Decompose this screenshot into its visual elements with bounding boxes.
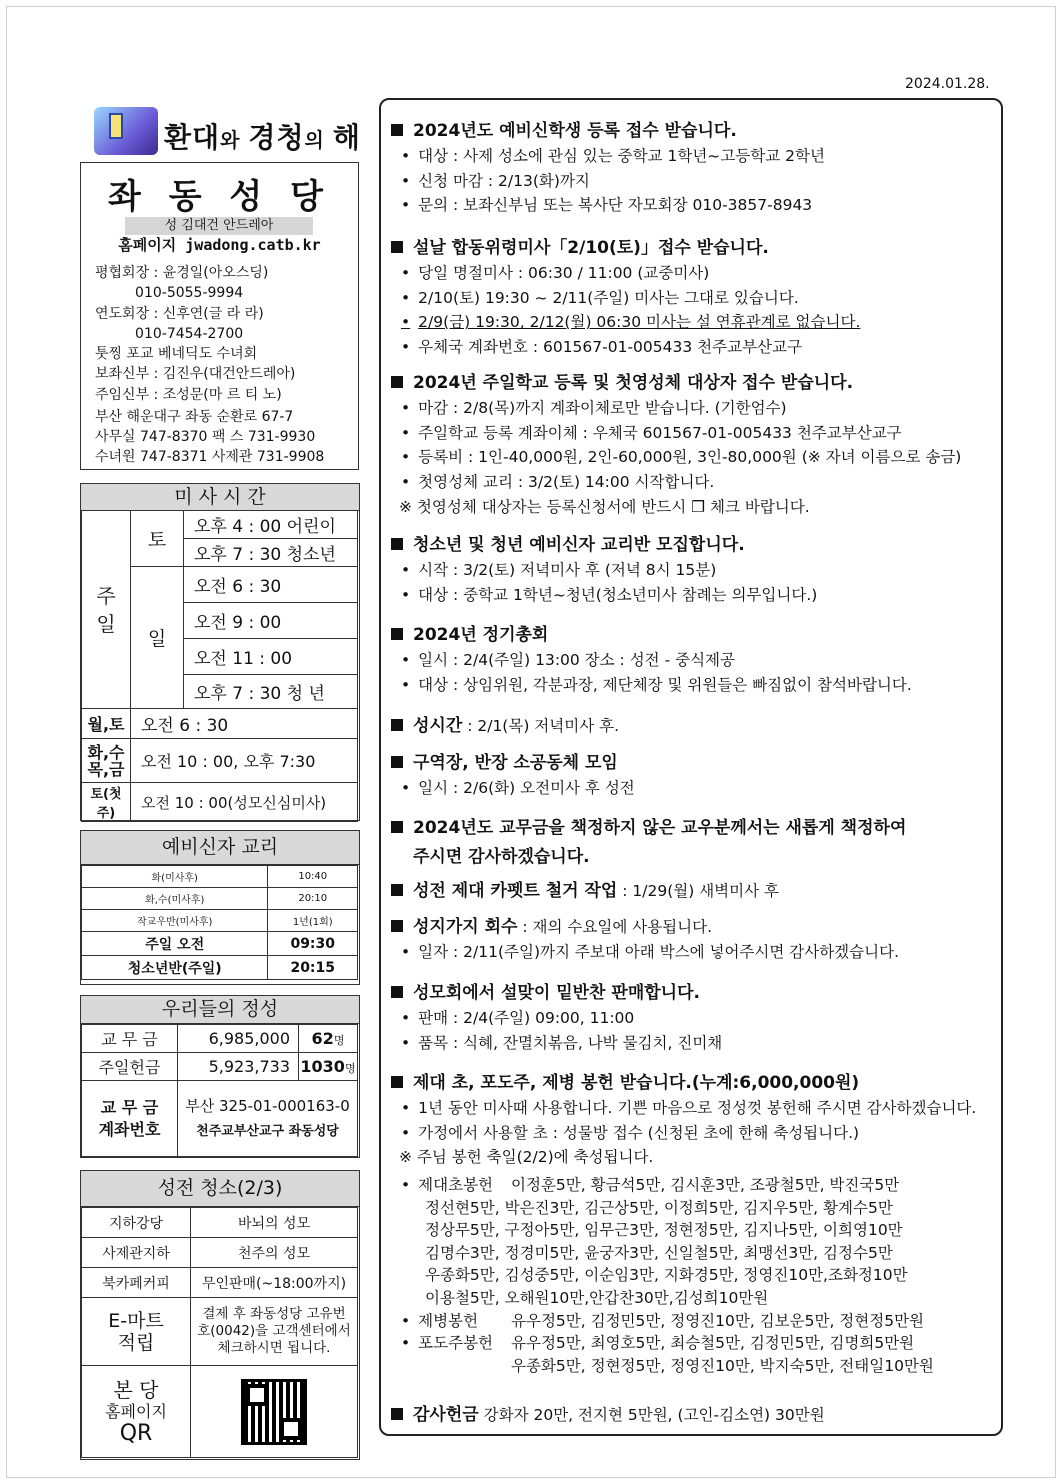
donor-category: • 제병봉헌 <box>401 1310 511 1333</box>
announcement-inline: : 2/1(목) 저녁미사 후. <box>462 717 620 735</box>
offering-summary <box>80 995 360 1158</box>
account-label: 교 무 금 계좌번호 <box>82 1081 178 1157</box>
motto-word: 경청 <box>248 121 305 154</box>
announcement-body <box>401 776 995 801</box>
staff-list <box>95 263 295 405</box>
announcement-title <box>391 620 995 645</box>
announcement-item: • 시작 : 3/2(토) 저녁미사 후 (저녁 8시 15분) <box>401 558 995 583</box>
announcement-item: • 2/10(토) 19:30 ~ 2/11(주일) 미사는 그대로 있습니다. <box>401 286 995 311</box>
patron-saint: 성 김대건 안드레아 <box>125 217 313 235</box>
donor-line: 이정훈5만, 황금석5만, 김시훈3만, 조광철5만, 박진국5만 <box>511 1176 900 1194</box>
class-time: 10:40 <box>268 866 358 888</box>
sunday-day-label: 일 <box>131 567 184 709</box>
announcement-note: ※ 첫영성체 대상자는 등록신청서에 반드시 ❒ 체크 바랍니다. <box>399 497 810 516</box>
class-time: 1년(1회) <box>268 910 358 932</box>
offering-count: 62 <box>311 1029 334 1048</box>
homepage[interactable]: 홈페이지 jwadong.catb.kr <box>118 236 321 254</box>
cleaning-group: 무인판매(~18:00까지) <box>191 1268 358 1298</box>
bullet-square-icon <box>391 920 403 932</box>
church-logo <box>94 107 158 155</box>
announcement-title <box>391 711 995 736</box>
staff-line: 연도회장 : 신후연(글 라 라) <box>95 305 264 322</box>
cleaning-area: 지하강당 <box>82 1208 191 1238</box>
donor-names <box>511 1332 934 1377</box>
announcement-item: • 주일학교 등록 계좌이체 : 우체국 601567-01-005433 천주교부산교구 <box>401 421 995 446</box>
announcement-heading: 구역장, 반장 소공동체 모임 <box>413 753 618 773</box>
announcement-heading: 성전 제대 카펫트 철거 작업 <box>413 881 618 901</box>
announcement-title <box>391 813 995 838</box>
offering-amount: 5,923,733 <box>178 1053 299 1081</box>
announcement-heading: 성시간 <box>413 716 463 736</box>
announcement-note: ※ 주님 봉헌 축일(2/2)에 축성됩니다. <box>399 1148 654 1167</box>
announcement-item: • 2/9(금) 19:30, 2/12(월) 06:30 미사는 설 연휴관계로 없습니다. <box>401 310 995 335</box>
class-time: 20:15 <box>268 956 358 980</box>
offering-title: 우리들의 정성 <box>81 996 359 1024</box>
address-line: 부산 해운대구 좌동 순환로 67-7 <box>95 409 294 425</box>
class-time: 09:30 <box>268 932 358 956</box>
announcement-body <box>401 648 995 697</box>
bullet-square-icon <box>391 1408 403 1420</box>
announcement-title <box>391 368 995 393</box>
announcement-title <box>391 1068 995 1093</box>
announcement <box>391 233 995 360</box>
announcement-heading: 성지가지 회수 <box>413 917 518 937</box>
announcement <box>391 368 995 520</box>
announcement-body <box>401 1096 995 1170</box>
donor-line: 우종화5만, 정현정5만, 정영진10만, 박지숙5만, 전태일10만원 <box>511 1356 934 1375</box>
bullet-square-icon <box>391 241 403 253</box>
staff-line: 툿찡 포교 베네딕도 수녀회 <box>95 346 258 363</box>
offering-count: 1030 <box>300 1057 345 1076</box>
announcement-heading: 2024년 주일학교 등록 및 첫영성체 대상자 접수 받습니다. <box>413 373 854 393</box>
bullet-square-icon <box>391 1076 403 1088</box>
donor-line: 유우정5만, 김정민5만, 정영진10만, 김보운5만, 정현정5만원 <box>511 1311 925 1330</box>
weekday-label: 토(첫주) <box>82 783 131 822</box>
class-name: 화(미사후) <box>82 866 268 888</box>
announcement-heading: 설날 합동위령미사「2/10(토)」접수 받습니다. <box>413 238 769 258</box>
announcement <box>391 1068 995 1170</box>
account-holder: 천주교부산교구 좌동성당 <box>196 1123 339 1139</box>
cleaning-area: 북카페커피 <box>82 1268 191 1298</box>
bullet-square-icon <box>391 821 403 833</box>
motto-particle: 의 <box>304 128 333 152</box>
catechumen-table <box>81 865 358 980</box>
announcement-body <box>401 1006 995 1055</box>
announcement-title <box>391 912 995 937</box>
announcement-title <box>391 233 995 258</box>
announcement-item: • 일자 : 2/11(주일)까지 주보대 아래 박스에 넣어주시면 감사하겠습니다. <box>401 940 995 965</box>
mass-time: 오전 6 : 30 <box>184 567 358 603</box>
sunday-label: 주 일 <box>82 511 131 709</box>
staff-line: 평협회장 : 윤경일(아오스딩) <box>95 265 269 281</box>
announcement-item: • 등록비 : 1인-40,000원, 2인-60,000원, 3인-80,000원 (※ 자녀 이름으로 송금) <box>401 445 995 470</box>
announcement-heading: 청소년 및 청년 예비신자 교리반 모집합니다. <box>413 535 745 555</box>
motto-particle: 와 <box>220 128 249 152</box>
announcement-item: • 일시 : 2/6(화) 오전미사 후 성전 <box>401 776 995 801</box>
parish-info <box>80 162 359 470</box>
address-block <box>95 407 324 467</box>
bullet-square-icon <box>391 376 403 388</box>
announcements <box>379 98 1003 1436</box>
announcement-title-cont: 주시면 감사하겠습니다. <box>413 847 590 867</box>
announcement-body <box>401 261 995 360</box>
announcement <box>391 711 995 739</box>
offering-amount: 6,985,000 <box>178 1025 299 1053</box>
address-line: 수녀원 747-8371 사제관 731-9908 <box>95 449 325 465</box>
qr-label: 본 당 <box>113 1377 159 1402</box>
announcement-item: • 판매 : 2/4(주일) 09:00, 11:00 <box>401 1006 995 1031</box>
announcement-item: • 우체국 계좌번호 : 601567-01-005433 천주교부산교구 <box>401 335 995 360</box>
donor-line: 우종화5만, 김성중5만, 이순임3만, 지화경5만, 정영진10만,조화정10만 <box>425 1266 908 1285</box>
donor-line: 김명수3만, 정경미5만, 윤궁자3만, 신일철5만, 최맹선3만, 김정수5만 <box>425 1243 893 1262</box>
staff-line: 보좌신부 : 김진우(대건안드레아) <box>95 366 296 383</box>
bullet-square-icon <box>391 719 403 731</box>
announcement-item: • 당일 명절미사 : 06:30 / 11:00 (교중미사) <box>401 261 995 286</box>
donor-line: 유우정5만, 최영호5만, 최승철5만, 김정민5만, 김명희5만원 <box>511 1334 915 1353</box>
mass-time: 오전 10 : 00, 오후 7:30 <box>131 739 358 783</box>
donor-line: 정상무5만, 구정아5만, 임무근3만, 정현정5만, 김지나5만, 이희영10만 <box>425 1221 903 1240</box>
bullet-square-icon <box>391 756 403 768</box>
mass-time: 오전 9 : 00 <box>184 603 358 639</box>
thanks-offering <box>391 1400 995 1425</box>
class-time: 20:10 <box>268 888 358 910</box>
announcement-item: • 대상 : 사제 성소에 관심 있는 중학교 1학년~고등학교 2학년 <box>401 144 995 169</box>
bullet-square-icon <box>391 628 403 640</box>
weekday-label: 월,토 <box>82 709 131 739</box>
announcement-item: • 가정에서 사용할 초 : 성물방 접수 (신청된 초에 한해 축성됩니다.) <box>401 1121 995 1146</box>
class-name: 화,수(미사후) <box>82 888 268 910</box>
bullet-square-icon <box>391 986 403 998</box>
announcement-body <box>401 396 995 520</box>
address-line: 사무실 747-8370 팩 스 731-9930 <box>95 429 316 445</box>
staff-line: 주임신부 : 조성문(마 르 티 노) <box>95 386 282 403</box>
announcement-title <box>391 530 995 555</box>
cleaning-title: 성전 청소(2/3) <box>81 1171 359 1207</box>
cleaning-group: 천주의 성모 <box>191 1238 358 1268</box>
count-unit: 명 <box>333 1034 345 1047</box>
announcement-heading: 2024년 정기총회 <box>413 625 549 645</box>
bulletin-date: 2024.01.28. <box>905 76 990 92</box>
announcement-title <box>391 116 995 141</box>
mass-time: 오후 7 : 30 청 년 <box>184 675 358 709</box>
announcement-item: • 1년 동안 미사때 사용합니다. 기쁜 마음으로 정성껏 봉헌해 주시면 감사하겠습니다. <box>401 1096 995 1121</box>
mass-time: 오후 7 : 30 청소년 <box>184 539 358 567</box>
mass-table <box>81 510 358 822</box>
announcement <box>391 813 995 870</box>
catechumen-title: 예비신자 교리 <box>81 831 359 865</box>
year-motto <box>164 116 361 156</box>
offering-kind: 교 무 금 <box>82 1025 178 1053</box>
announcement-heading: 제대 초, 포도주, 제병 봉헌 받습니다.(누계:6,000,000원) <box>413 1073 860 1093</box>
announcement-item: • 품목 : 식혜, 잔멸치볶음, 나박 물김치, 진미채 <box>401 1031 995 1056</box>
mass-time: 오전 11 : 00 <box>184 639 358 675</box>
class-name: 주일 오전 <box>82 932 268 956</box>
class-name: 작교우반(미사후) <box>82 910 268 932</box>
offering-kind: 주일헌금 <box>82 1053 178 1081</box>
announcement <box>391 620 995 697</box>
announcement <box>391 530 995 607</box>
announcement-body <box>401 558 995 607</box>
catechumen-class <box>80 830 360 985</box>
class-name: 청소년반(주일) <box>82 956 268 980</box>
announcement-heading: 2024년도 예비신학생 등록 접수 받습니다. <box>413 121 737 141</box>
mass-times <box>80 483 360 821</box>
announcement-item: • 신청 마감 : 2/13(화)까지 <box>401 169 995 194</box>
qr-tag: QR <box>119 1420 153 1446</box>
motto-word: 환대 <box>164 121 221 154</box>
announcement-item: • 마감 : 2/8(목)까지 계좌이체로만 받습니다. (기한엄수) <box>401 396 995 421</box>
announcement-title <box>391 748 995 773</box>
announcement-item: • 대상 : 중학교 1학년~청년(청소년미사 참례는 의무입니다.) <box>401 583 995 608</box>
thanks-heading: 감사헌금 <box>413 1405 479 1425</box>
announcement <box>391 876 995 904</box>
homepage-qr-code[interactable] <box>241 1379 307 1445</box>
announcement <box>391 978 995 1055</box>
donor-category: • 제대초봉헌 <box>401 1174 511 1310</box>
donor-category: • 포도주봉헌 <box>401 1332 511 1377</box>
donor-line: 이용철5만, 오해원10만,안갑찬30만,김성희10만원 <box>425 1288 769 1307</box>
motto-word: 해 <box>332 121 361 154</box>
thanks-title <box>391 1400 995 1425</box>
bullet-square-icon <box>391 124 403 136</box>
parish-name: 좌 동 성 당 <box>108 177 331 217</box>
offering-table <box>81 1024 358 1157</box>
announcement-body <box>401 144 995 218</box>
cleaning-group: 바뇌의 성모 <box>191 1208 358 1238</box>
bullet-square-icon <box>391 884 403 896</box>
emart-text: 결제 후 좌동성당 고유번호(0042)을 고객센터에서 체크하시면 됩니다. <box>191 1298 358 1366</box>
thanks-names: 강화자 20만, 전지현 5만원, (고인-김소연) 30만원 <box>478 1406 825 1424</box>
staff-line: 010-5055-9994 <box>95 285 244 302</box>
announcement-body <box>401 940 995 965</box>
donor-line: 정선현5만, 박은진3만, 김근상5만, 이정희5만, 김지우5만, 황계수5만 <box>425 1198 893 1217</box>
announcement-inline: : 재의 수요일에 사용됩니다. <box>517 918 713 936</box>
announcement-item: • 문의 : 보좌신부님 또는 복사단 자모회장 010-3857-8943 <box>401 193 995 218</box>
announcement-inline: : 1/29(월) 새벽미사 후 <box>617 882 779 900</box>
announcement-title <box>391 876 995 901</box>
cleaning-area: 사제관지하 <box>82 1238 191 1268</box>
qr-sub: 홈페이지 <box>105 1401 167 1421</box>
announcement-heading: 성모회에서 설맞이 밑반찬 판매합니다. <box>413 983 700 1003</box>
announcement <box>391 748 995 801</box>
cleaning-table <box>81 1207 358 1458</box>
announcement-item: • 대상 : 상임위원, 각분과장, 제단체장 및 위원들은 빠짐없이 참석바랍니다. <box>401 673 995 698</box>
announcement-item: • 일시 : 2/4(주일) 13:00 장소 : 성전 - 중식제공 <box>401 648 995 673</box>
donor-names <box>511 1310 934 1333</box>
account-number: 부산 325-01-000163-0 <box>185 1096 350 1115</box>
bullet-square-icon <box>391 538 403 550</box>
announcement <box>391 912 995 965</box>
donor-list <box>401 1174 934 1377</box>
announcement-title <box>391 978 995 1003</box>
emart-label: E-마트 적립 <box>82 1298 191 1366</box>
saturday-label: 토 <box>131 511 184 567</box>
cross-icon <box>109 113 123 139</box>
announcement-heading: 2024년도 교무금을 책정하지 않은 교우분께서는 새롭게 책정하여 <box>413 818 907 838</box>
cleaning-schedule <box>80 1170 360 1460</box>
staff-line: 010-7454-2700 <box>95 325 244 342</box>
weekday-label: 화,수 목,금 <box>82 739 131 783</box>
count-unit: 명 <box>344 1062 356 1075</box>
mass-title: 미 사 시 간 <box>81 484 359 511</box>
mass-time: 오전 6 : 30 <box>131 709 358 739</box>
announcement <box>391 116 995 218</box>
announcement-item: • 첫영성체 교리 : 3/2(토) 14:00 시작합니다. <box>401 470 995 495</box>
mass-time: 오후 4 : 00 어린이 <box>184 511 358 539</box>
mass-time: 오전 10 : 00(성모신심미사) <box>131 783 358 822</box>
